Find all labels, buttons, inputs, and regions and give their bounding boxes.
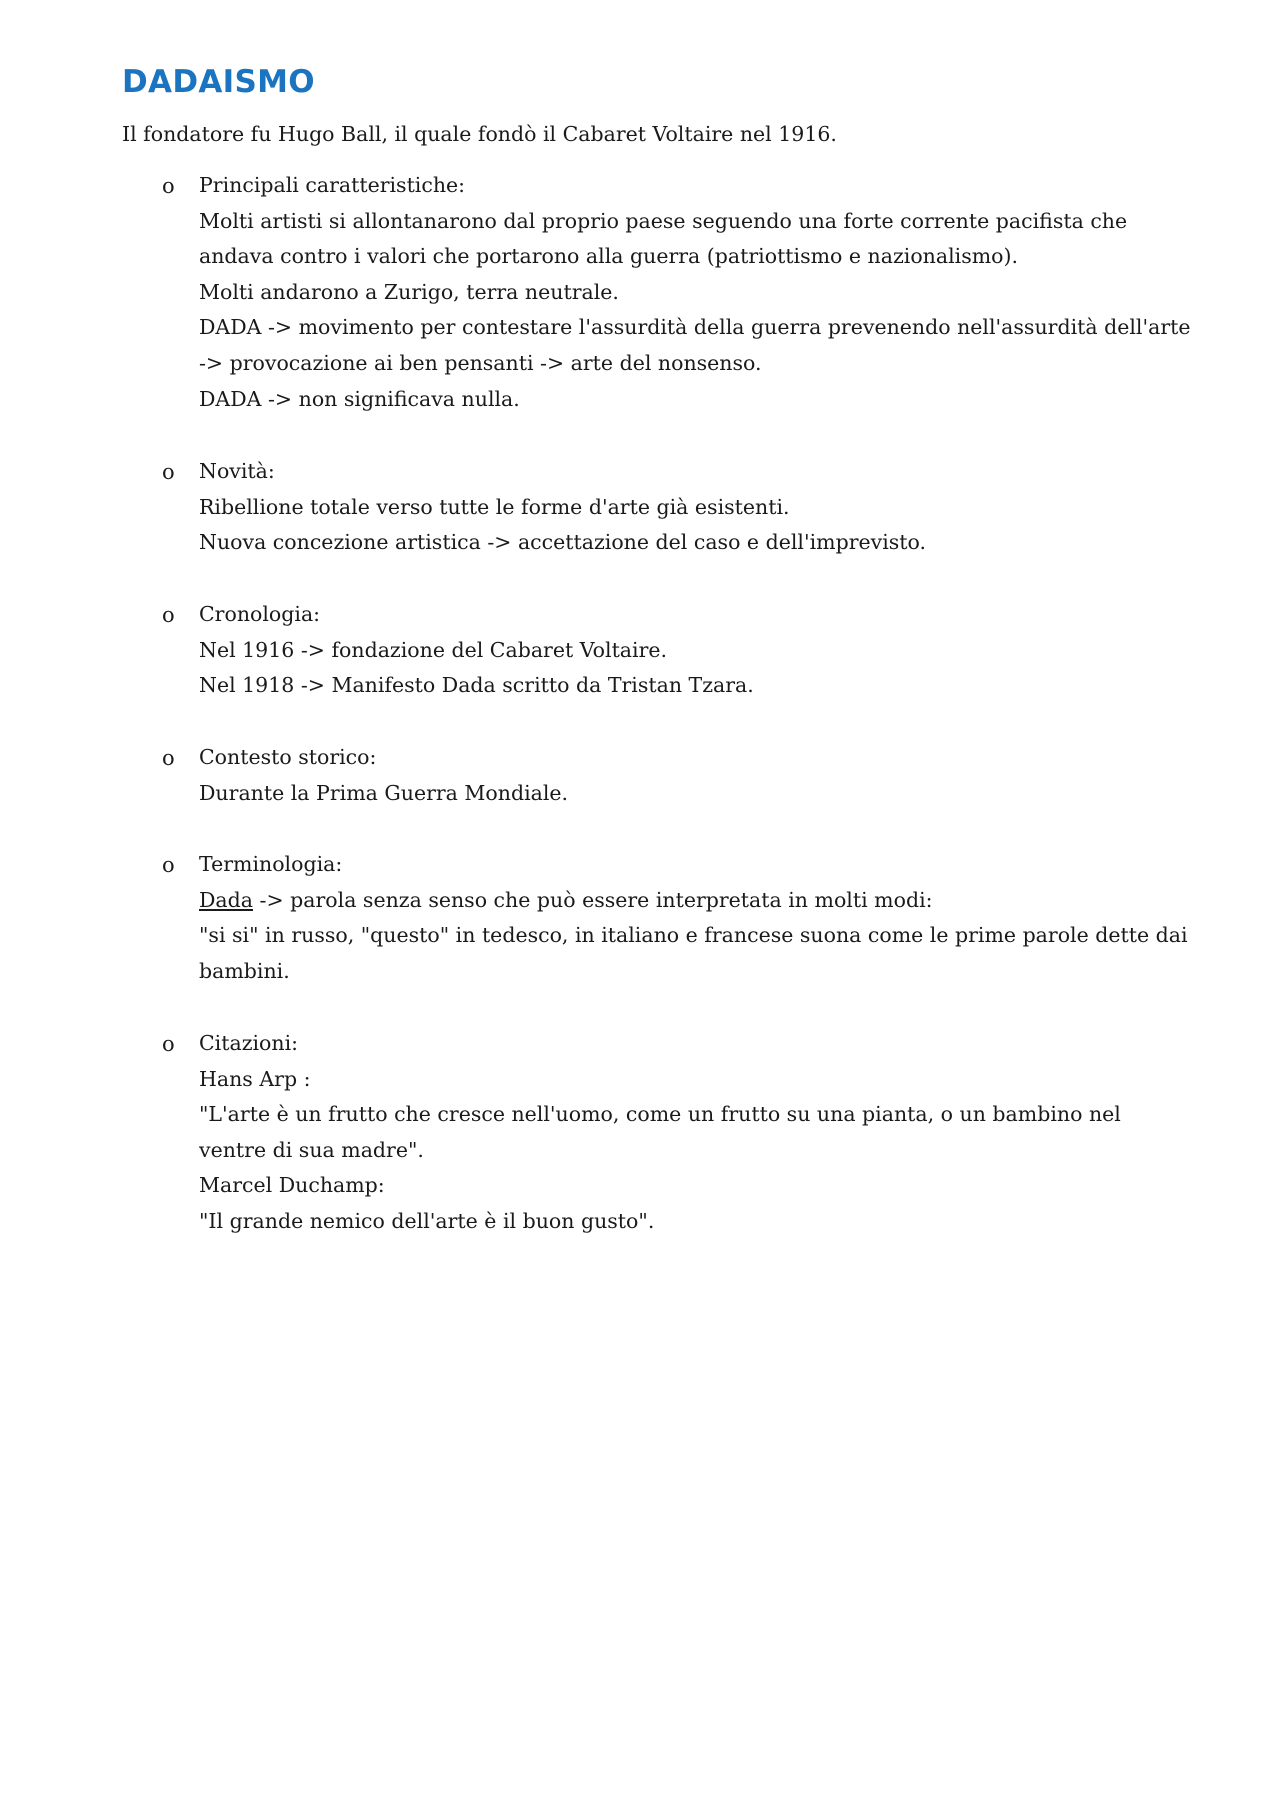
section-line: Nel 1918 -> Manifesto Dada scritto da Tristan Tzara. <box>199 673 754 698</box>
section-line: andava contro i valori che portarono alla guerra (patriottismo e nazionalismo). <box>199 244 1019 269</box>
section-heading: Novità: <box>199 459 275 483</box>
section-line: Molti andarono a Zurigo, terra neutrale. <box>199 279 619 304</box>
section-content <box>199 740 1199 811</box>
bullet-marker: o <box>162 603 175 627</box>
section-heading: Cronologia: <box>199 602 321 626</box>
section-heading: Citazioni: <box>199 1031 299 1055</box>
section-line: Ribellione totale verso tutte le forme d'arte già esistenti. <box>199 494 790 519</box>
bullet-marker: o <box>162 1032 175 1056</box>
bullet-marker: o <box>162 746 175 770</box>
section-content <box>199 1026 1199 1240</box>
term-definition: -> parola senza senso che può essere interpretata in molti modi: <box>253 887 933 912</box>
quote-author: Hans Arp : <box>199 1066 311 1091</box>
quote-text: "Il grande nemico dell'arte è il buon gusto". <box>199 1208 655 1233</box>
section-line: bambini. <box>199 958 290 983</box>
section-content <box>199 454 1199 561</box>
quote-text: ventre di sua madre". <box>199 1137 424 1162</box>
bullet-marker: o <box>162 853 175 877</box>
section-line: Nel 1916 -> fondazione del Cabaret Voltaire. <box>199 637 668 662</box>
section-line: DADA -> movimento per contestare l'assurdità della guerra prevenendo nell'assurdità dell'arte <box>199 315 1191 340</box>
quote-author: Marcel Duchamp: <box>199 1173 385 1198</box>
section-content <box>199 847 1199 989</box>
bullet-marker: o <box>162 460 175 484</box>
term-dada: Dada <box>199 887 254 912</box>
document-title: DADAISMO <box>122 64 315 100</box>
section-line: -> provocazione ai ben pensanti -> arte del nonsenso. <box>199 350 762 375</box>
section-heading: Contesto storico: <box>199 745 377 769</box>
quote-text: "L'arte è un frutto che cresce nell'uomo, come un frutto su una pianta, o un bambino nel <box>199 1102 1121 1127</box>
section-line: Durante la Prima Guerra Mondiale. <box>199 780 569 805</box>
term-definition-line <box>199 883 1199 919</box>
section-heading: Terminologia: <box>199 852 343 876</box>
section-heading: Principali caratteristiche: <box>199 173 466 197</box>
intro-paragraph: Il fondatore fu Hugo Ball, il quale fondò il Cabaret Voltaire nel 1916. <box>122 122 837 146</box>
section-line: Nuova concezione artistica -> accettazione del caso e dell'imprevisto. <box>199 530 927 555</box>
section-line: "si si" in russo, "questo" in tedesco, in italiano e francese suona come le prime parole dette dai <box>199 923 1188 948</box>
section-line: Molti artisti si allontanarono dal proprio paese seguendo una forte corrente pacifista che <box>199 208 1128 233</box>
section-content <box>199 597 1199 704</box>
bullet-marker: o <box>162 174 175 198</box>
section-line: DADA -> non significava nulla. <box>199 386 520 411</box>
section-content <box>199 168 1199 417</box>
